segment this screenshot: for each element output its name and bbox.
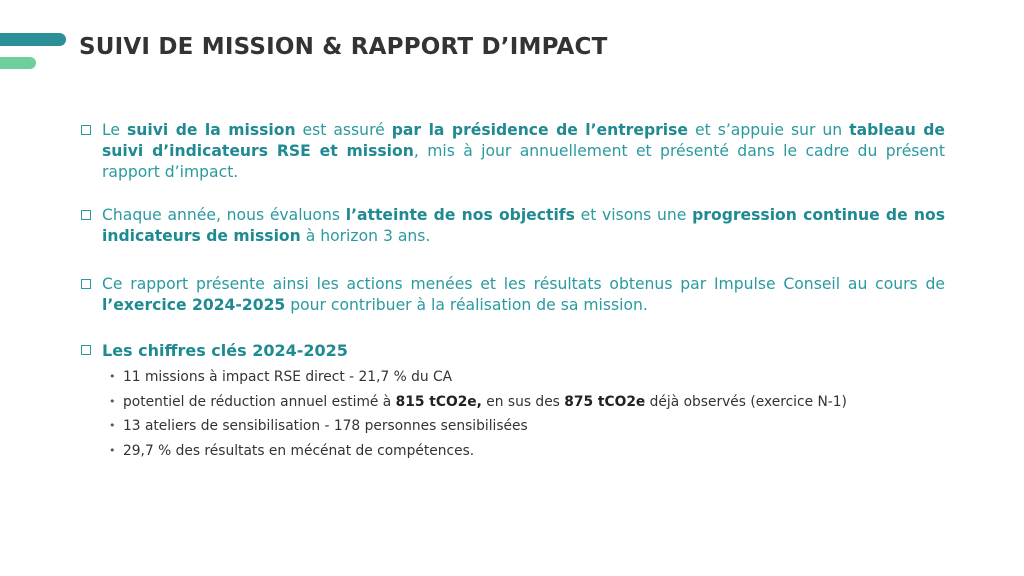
key-figures-list	[79, 365, 945, 463]
slide-content	[79, 120, 945, 463]
hollow-square-icon	[81, 125, 91, 135]
list-item	[109, 439, 945, 464]
list-item	[109, 414, 945, 439]
decorative-bar-teal	[0, 33, 66, 46]
list-item-text: en sus des	[481, 393, 565, 410]
highlight: suivi de la mission	[127, 121, 296, 139]
hollow-square-icon	[81, 279, 91, 289]
decorative-bar-green	[0, 57, 36, 69]
highlight: tableau de suivi d’indicateurs RSE et mission	[102, 121, 946, 160]
text: Chaque année, nous évaluons	[102, 206, 346, 224]
dot-icon: •	[109, 394, 116, 408]
hollow-square-icon	[81, 345, 91, 355]
text: est assuré	[295, 121, 392, 139]
text: et visons une	[574, 206, 693, 224]
list-item-text: 13 ateliers de sensibilisation - 178 personnes sensibilisées	[123, 418, 528, 434]
list-item-text: 29,7 % des résultats en mécénat de compétences.	[123, 442, 475, 459]
bullet-annual-evaluation	[79, 205, 945, 247]
hollow-square-icon	[81, 210, 91, 220]
list-item-text: déjà observés (exercice N-1)	[645, 393, 847, 410]
highlight: par la présidence de l’entreprise	[391, 121, 689, 139]
highlight: progression continue de nos indicateurs de mission	[102, 206, 945, 245]
highlight: 815 tCO2e,	[395, 393, 482, 410]
list-item-text: potentiel de réduction annuel estimé à	[123, 393, 396, 410]
list-item	[109, 365, 945, 390]
dot-icon: •	[109, 370, 116, 383]
bullet-report-scope	[79, 274, 945, 316]
text: pour contribuer à la réalisation de sa mission.	[285, 296, 648, 314]
text: à horizon 3 ans.	[300, 227, 431, 245]
list-item	[109, 390, 945, 415]
highlight: 875 tCO2e	[564, 393, 646, 410]
bullet-mission-follow-up	[79, 120, 945, 183]
dot-icon: •	[109, 419, 116, 432]
text: , mis à jour annuellement et présenté dans le cadre du présent rapport d’impact.	[102, 142, 946, 181]
text: et s’appuie sur un	[688, 121, 850, 139]
text: Ce rapport présente ainsi les actions menées et les résultats obtenus par Impulse Conseil au cours de	[102, 275, 945, 293]
key-figures-heading: Les chiffres clés 2024-2025	[102, 341, 348, 360]
bullet-key-figures	[79, 340, 945, 361]
text: Le	[102, 121, 127, 139]
page-title: SUIVI DE MISSION & RAPPORT D’IMPACT	[79, 34, 608, 60]
dot-icon: •	[109, 443, 116, 457]
highlight: l’atteinte de nos objectifs	[345, 206, 575, 224]
highlight: l’exercice 2024-2025	[102, 296, 286, 314]
list-item-text: 11 missions à impact RSE direct - 21,7 % du CA	[123, 369, 453, 385]
